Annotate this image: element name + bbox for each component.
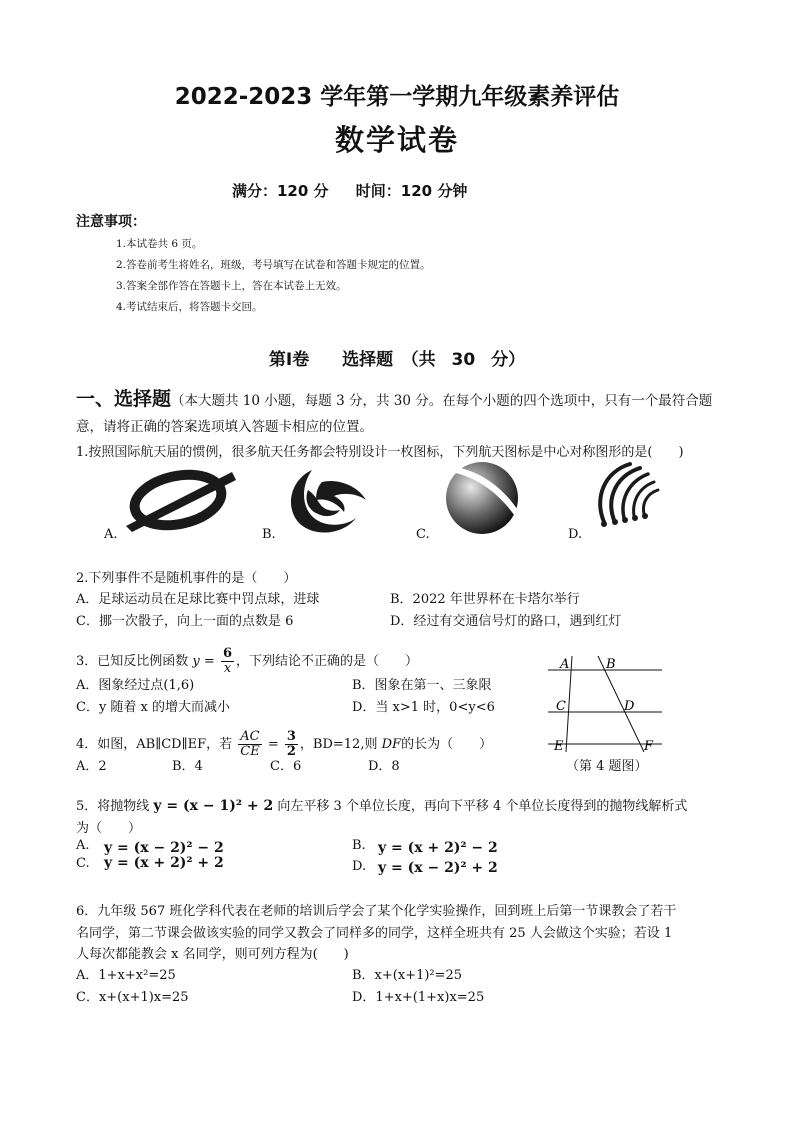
q4-equals: =: [267, 737, 279, 752]
full-score: 满分：120 分: [232, 182, 329, 200]
q5-label-b: B.: [352, 838, 366, 853]
notice-item: 3.答案全部作答在答题卡上，答在本试卷上无效。: [116, 280, 347, 292]
q1-label-b: B.: [262, 527, 276, 542]
q4-frac2-den: 2: [286, 744, 296, 759]
q4-prefix: 4．如图，AB∥CD∥EF，若: [76, 737, 233, 752]
q4-option-b: B．4: [172, 759, 203, 774]
q4-figure: [540, 652, 670, 756]
q6-option-d: D．1+x+(1+x)x=25: [352, 990, 485, 1005]
label-f: F: [644, 739, 654, 754]
q4-option-d: D．8: [368, 759, 400, 774]
q5-prefix: 5．将抛物线: [76, 799, 150, 814]
label-c: C: [556, 699, 566, 714]
q3-option-d: D．当 x>1 时，0<y<6: [352, 700, 495, 715]
label-d: D: [624, 699, 635, 714]
q4-frac1-den: CE: [240, 744, 260, 759]
q6-option-c: C．x+(x+1)x=25: [76, 990, 189, 1005]
q3-option-b: B．图象在第一、三象限: [352, 678, 492, 693]
q5-stem: [76, 795, 687, 814]
q6-line3: 人每次都能教会 x 名同学，则可列方程为( ): [76, 947, 349, 962]
q4-fraction-ac-ce: [238, 730, 261, 759]
section-desc-line2: 意，请将正确的答案选项填入答题卡相应的位置。: [76, 419, 373, 435]
exam-title: 2022-2023 学年第一学期九年级素养评估: [174, 84, 620, 110]
q1-label-a: A.: [104, 527, 118, 542]
q1-logo-d: [590, 458, 680, 540]
q1-logo-b: [282, 460, 372, 538]
exam-meta: [232, 180, 489, 201]
label-e: E: [554, 739, 564, 754]
q4-frac2-num: 3: [286, 729, 296, 744]
q3-option-a: A．图象经过点(1,6): [76, 678, 195, 693]
q1-label-c: C.: [416, 527, 430, 542]
q3-option-c: C．y 随着 x 的增大而减小: [76, 700, 231, 715]
section-heading: 一、选择题: [76, 388, 172, 410]
q4-figure-caption: （第 4 题图）: [566, 759, 648, 774]
q3-numerator: 6: [222, 646, 233, 661]
q5-option-b: y = (x + 2)² − 2: [378, 840, 498, 856]
exam-subtitle: 数学试卷: [334, 123, 459, 157]
q4-frac1-num: AC: [238, 730, 261, 745]
q2-option-a: A．足球运动员在足球比赛中罚点球，进球: [76, 592, 320, 607]
notice-item: 2.答卷前考生将姓名，班级，考号填写在试卷和答题卡规定的位置。: [116, 259, 431, 271]
q2-option-c: C．挪一次骰子，向上一面的点数是 6: [76, 614, 294, 629]
q5-label-c: C.: [76, 856, 90, 871]
q5-label-d: D.: [352, 859, 367, 874]
q1-stem: 1.按照国际航天届的惯例，很多航天任务都会特别设计一枚图标，下列航天图标是中心对称图形的是( ): [76, 445, 684, 460]
q1-logo-c: [440, 458, 530, 538]
q2-option-b: B．2022 年世界杯在卡塔尔举行: [390, 592, 580, 607]
part-title: 第Ⅰ卷 选择题 （共 30 分）: [268, 350, 526, 370]
notice-item: 4.考试结束后，将答题卡交回。: [116, 301, 263, 313]
notice-item: 1.本试卷共 6 页。: [116, 238, 203, 250]
section-desc: （本大题共 10 小题，每题 3 分，共 30 分。在每个小题的四个选项中，只有一个最符合题: [171, 393, 713, 409]
q5-line2: 为（ ）: [76, 821, 142, 836]
q2-stem: 2.下列事件不是随机事件的是（ ）: [76, 571, 297, 586]
q6-line2: 名同学，第二节课会做该实验的同学又教会了同样多的同学，这样全班共有 25 人会做这个实验；若设 1: [76, 926, 673, 941]
q4-mid: ，BD=12,则: [299, 737, 378, 752]
q2-option-d: D．经过有交通信号灯的路口，遇到红灯: [390, 614, 622, 629]
q6-line1: 6．九年级 567 班化学科代表在老师的培训后学会了某个化学实验操作，回到班上后第一节课教会了若干: [76, 904, 677, 919]
q4-option-c: C．6: [270, 759, 302, 774]
q1-logo-a: [120, 466, 240, 536]
q4-df: DF: [381, 737, 402, 752]
q6-option-b: B．x+(x+1)²=25: [352, 968, 463, 983]
q5-option-a: y = (x − 2)² − 2: [104, 840, 224, 856]
q5-suffix: 向左平移 3 个单位长度，再向下平移 4 个单位长度得到的抛物线解析式: [277, 799, 688, 814]
exam-time: 时间：120 分钟: [355, 182, 468, 200]
q3-suffix: ，下列结论不正确的是（ ）: [236, 654, 419, 669]
q6-option-a: A．1+x+x²=25: [76, 968, 176, 983]
q3-denominator: x: [223, 661, 232, 676]
q5-option-d: y = (x − 2)² + 2: [378, 860, 498, 876]
q3-var-y: y: [192, 654, 200, 669]
notice-heading: 注意事项：: [76, 214, 146, 230]
q5-option-c: y = (x + 2)² + 2: [104, 855, 224, 871]
q3-stem: [76, 647, 418, 676]
q3-equals: =: [203, 654, 215, 669]
q5-expression: y = (x − 1)² + 2: [153, 798, 274, 814]
q4-suffix: 的长为（ ）: [401, 737, 493, 752]
q1-label-d: D.: [568, 527, 583, 542]
q3-prefix: 3．已知反比例函数: [76, 654, 189, 669]
q4-option-a: A．2: [76, 759, 107, 774]
q5-label-a: A.: [76, 838, 90, 853]
label-b: B: [606, 657, 616, 672]
q3-fraction: [221, 647, 234, 676]
section-header: [76, 386, 712, 414]
label-a: A: [560, 657, 570, 672]
